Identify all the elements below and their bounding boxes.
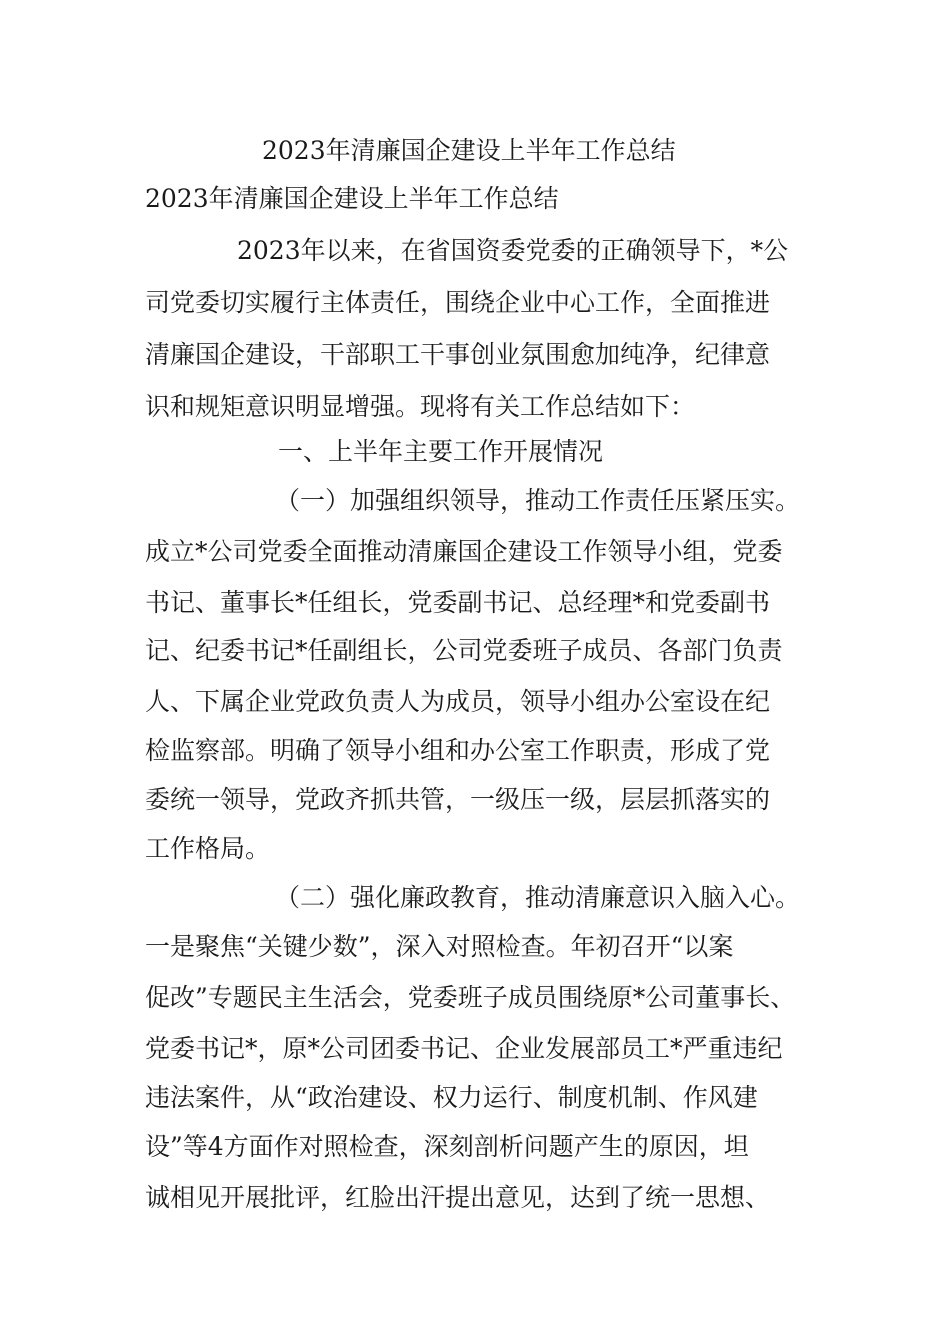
body-text-line: （二）强化廉政教育，推动清廉意识入脑入心。 <box>275 883 801 912</box>
body-text-line: 检监察部。明确了领导小组和办公室工作职责，形成了党 <box>145 736 771 765</box>
body-text-line: （一）加强组织领导，推动工作责任压紧压实。 <box>275 486 801 515</box>
body-text-line: 一是聚焦“关键少数”，深入对照检查。年初召开“以案 <box>145 932 734 961</box>
body-text-line: 设”等4方面作对照检查，深刻剖析问题产生的原因，坦 <box>145 1132 749 1161</box>
document-title: 2023年清廉国企建设上半年工作总结 <box>262 136 676 165</box>
body-text-line: 书记、董事长*任组长，党委副书记、总经理*和党委副书 <box>145 588 771 617</box>
body-text-line: 违法案件，从“政治建设、权力运行、制度机制、作风建 <box>145 1083 758 1112</box>
body-text-line: 识和规矩意识明显增强。现将有关工作总结如下： <box>145 392 696 421</box>
body-text-line: 工作格局。 <box>145 834 271 863</box>
body-text-line: 人、下属企业党政负责人为成员，领导小组办公室设在纪 <box>145 687 771 716</box>
body-text-line: 成立*公司党委全面推动清廉国企建设工作领导小组，党委 <box>145 537 783 566</box>
body-text-line: 党委书记*，原*公司团委书记、企业发展部员工*严重违纪 <box>145 1034 783 1063</box>
body-text-line: 2023年以来，在省国资委党委的正确领导下，*公 <box>237 236 789 265</box>
body-text-line: 记、纪委书记*任副组长，公司党委班子成员、各部门负责 <box>145 636 783 665</box>
body-text-line: 诚相见开展批评，红脸出汗提出意见，达到了统一思想、 <box>145 1183 771 1212</box>
document-subtitle: 2023年清廉国企建设上半年工作总结 <box>145 184 559 213</box>
body-text-line: 清廉国企建设，干部职工干事创业氛围愈加纯净，纪律意 <box>145 340 771 369</box>
body-text-line: 委统一领导，党政齐抓共管，一级压一级，层层抓落实的 <box>145 785 771 814</box>
body-text-line: 促改”专题民主生活会，党委班子成员围绕原*公司董事长、 <box>145 983 796 1012</box>
body-text-line: 司党委切实履行主体责任，围绕企业中心工作，全面推进 <box>145 288 771 317</box>
body-text-line: 一、上半年主要工作开展情况 <box>278 437 604 466</box>
